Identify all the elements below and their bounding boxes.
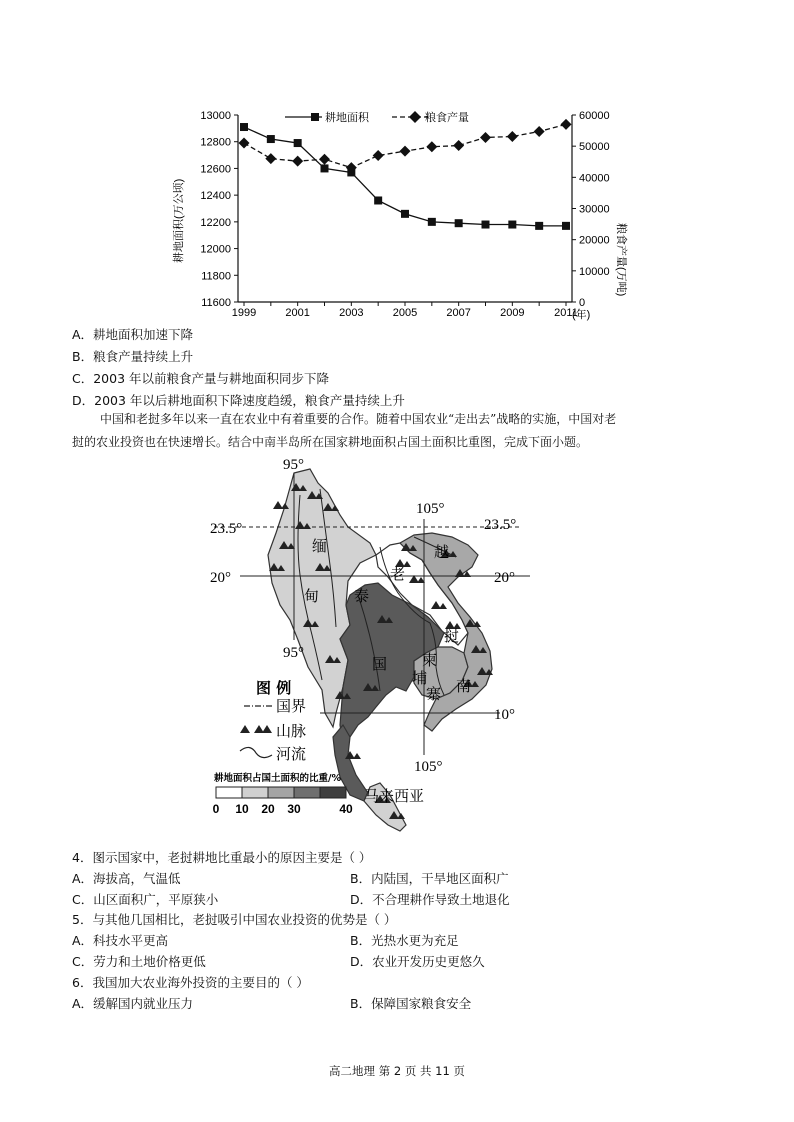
y-right-tick-label: 40000	[579, 172, 610, 185]
q4-option-a: A．海拔高，气温低	[72, 871, 181, 886]
data-point-grain	[373, 150, 384, 161]
country-label-wo: 挝	[444, 627, 460, 645]
lat-10-right-label: 10°	[494, 707, 515, 723]
line-chart	[160, 100, 630, 322]
x-tick-label: 2001	[285, 307, 310, 319]
legend-river-symbol	[240, 747, 272, 757]
q4-option-b: B．内陆国，干旱地区面积广	[350, 871, 509, 886]
country-label-malaysia: 马来西亚	[364, 787, 425, 805]
country-label-guo: 国	[372, 655, 388, 673]
y-right-tick-label: 50000	[579, 141, 610, 154]
country-label-mian: 缅	[312, 537, 328, 555]
mountain-icon	[353, 753, 361, 759]
data-point-grain	[400, 146, 411, 157]
y-right-tick-label: 20000	[579, 234, 610, 247]
data-point-grain	[265, 153, 276, 164]
q5-stem: 5．与其他几国相比，老挝吸引中国农业投资的优势是（ ）	[72, 912, 397, 927]
data-point-cultivated	[321, 164, 329, 172]
legend-title: 图 例	[256, 679, 292, 697]
legend-scale-title: 耕地面积占国土面积的比重/%	[214, 773, 341, 784]
scale-swatch	[320, 787, 346, 798]
scale-tick-label: 0	[212, 802, 220, 816]
y-left-axis-label: 耕地面积(万公顷)	[173, 178, 185, 263]
intro-line-2: 挝的农业投资也在快速增长。结合中南半岛所在国家耕地面积占国土面积比重图，完成下面小题。	[72, 435, 589, 449]
y-right-tick-label: 60000	[579, 110, 610, 122]
data-point-cultivated	[294, 139, 302, 147]
data-point-cultivated	[428, 218, 436, 226]
data-point-cultivated	[267, 135, 275, 143]
country-label-yue: 越	[434, 543, 450, 561]
y-left-tick-label: 11800	[201, 270, 231, 283]
lat-20-left-label: 20°	[210, 570, 231, 586]
scale-swatch	[216, 787, 242, 798]
country-label-tai: 泰	[354, 587, 370, 605]
legend-cultivated-label: 耕地面积	[325, 112, 369, 124]
data-point-grain	[534, 126, 545, 137]
scale-tick-label: 10	[235, 802, 249, 816]
x-tick-label: 2009	[500, 307, 525, 319]
lon-105-top-label: 105°	[416, 501, 445, 517]
legend-scale-ticks	[213, 802, 353, 816]
data-point-cultivated	[562, 222, 570, 230]
x-tick-label: 2007	[446, 307, 471, 319]
legend-river-label: 河流	[276, 745, 307, 763]
y-left-tick-label: 12200	[200, 216, 231, 229]
q6-option-a: A．缓解国内就业压力	[72, 996, 194, 1011]
country-label-jian: 柬	[422, 651, 438, 669]
data-point-grain	[426, 141, 437, 152]
x-tick-label: 2005	[392, 307, 418, 319]
legend-grain-label: 粮食产量	[425, 112, 469, 124]
x-axis-unit: (年)	[572, 309, 591, 321]
page-footer: 高二地理 第 2 页 共 11 页	[329, 1064, 465, 1078]
scale-tick-label: 30	[287, 802, 301, 816]
country-label-pu: 埔	[412, 669, 428, 687]
data-point-cultivated	[482, 221, 490, 229]
lon-95-bottom-label: 95°	[283, 645, 304, 661]
indochina-cropland-map	[200, 455, 580, 835]
y-left-tick-label: 12000	[200, 243, 231, 256]
country-label-dian: 甸	[304, 587, 320, 605]
y-right-tick-label: 10000	[579, 265, 610, 278]
legend-mountain-symbol	[240, 725, 272, 733]
data-point-cultivated	[508, 221, 516, 229]
data-point-grain	[507, 131, 518, 142]
legend-diamond-marker	[409, 111, 421, 123]
data-point-cultivated	[374, 196, 382, 204]
data-point-cultivated	[535, 222, 543, 230]
data-point-grain	[480, 132, 491, 143]
country-label-nan: 南	[456, 677, 472, 695]
data-point-grain	[453, 140, 464, 151]
country-label-zhai: 寨	[426, 685, 442, 703]
lat-23-right-label: 23.5°	[484, 517, 517, 533]
y-left-tick-label: 12800	[200, 136, 231, 149]
lon-95-top-label: 95°	[283, 457, 304, 473]
q5-option-c: C．劳力和土地价格更低	[72, 954, 206, 969]
lat-20-right-label: 20°	[494, 570, 515, 586]
mountain-icon	[273, 501, 283, 509]
q5-option-d: D．农业开发历史更悠久	[350, 954, 485, 969]
x-tick-label: 2003	[339, 307, 364, 319]
scale-swatch	[268, 787, 294, 798]
y-right-tick-label: 30000	[579, 203, 610, 216]
scale-swatch	[242, 787, 268, 798]
q4-option-c: C．山区面积广，平原狭小	[72, 892, 219, 907]
y-left-tick-label: 12600	[200, 163, 231, 176]
q5-option-a: A．科技水平更高	[72, 933, 169, 948]
legend-square-marker	[311, 113, 319, 121]
q3-option-d: D．2003 年以后耕地面积下降速度趋缓，粮食产量持续上升	[72, 393, 405, 408]
q4-stem: 4．图示国家中，老挝耕地比重最小的原因主要是（ ）	[72, 850, 372, 865]
q4-option-d: D．不合理耕作导致土地退化	[350, 892, 510, 907]
scale-tick-label: 20	[261, 802, 275, 816]
x-tick-label: 2011	[554, 307, 578, 319]
data-point-cultivated	[240, 123, 248, 131]
scale-swatch	[294, 787, 320, 798]
data-point-grain	[292, 156, 303, 167]
x-tick-label: 1999	[231, 307, 257, 319]
q3-option-a: A．耕地面积加速下降	[72, 327, 194, 342]
intro-line-1: 中国和老挝多年以来一直在农业中有着重要的合作。随着中国农业“走出去”战略的实施，中国对老	[100, 412, 617, 426]
y-left-tick-label: 13000	[200, 110, 231, 122]
legend-mountain-label: 山脉	[276, 722, 307, 740]
data-point-grain	[319, 154, 330, 165]
data-point-grain	[239, 138, 250, 149]
q6-stem: 6．我国加大农业海外投资的主要目的（ ）	[72, 975, 309, 990]
lat-23-left-label: 23.5°	[210, 521, 243, 537]
lon-105-bottom-label: 105°	[414, 759, 443, 775]
data-point-cultivated	[455, 219, 463, 227]
q6-option-b: B．保障国家粮食安全	[350, 996, 472, 1011]
q3-option-c: C．2003 年以前粮食产量与耕地面积同步下降	[72, 371, 330, 386]
scale-tick-label: 40	[339, 802, 353, 816]
q5-option-b: B．光热水更为充足	[350, 933, 459, 948]
country-label-lao: 老	[390, 565, 406, 583]
y-left-tick-label: 11600	[201, 297, 231, 309]
q3-option-b: B．粮食产量持续上升	[72, 349, 194, 364]
data-point-grain	[561, 119, 572, 130]
y-left-tick-label: 12400	[200, 190, 231, 203]
data-point-cultivated	[401, 210, 409, 218]
y-right-axis-label: 粮食产量(万吨)	[615, 223, 627, 297]
y-right-tick-label: 0	[579, 297, 586, 309]
legend-scale-bar	[216, 787, 346, 798]
legend-border-label: 国界	[276, 697, 307, 715]
